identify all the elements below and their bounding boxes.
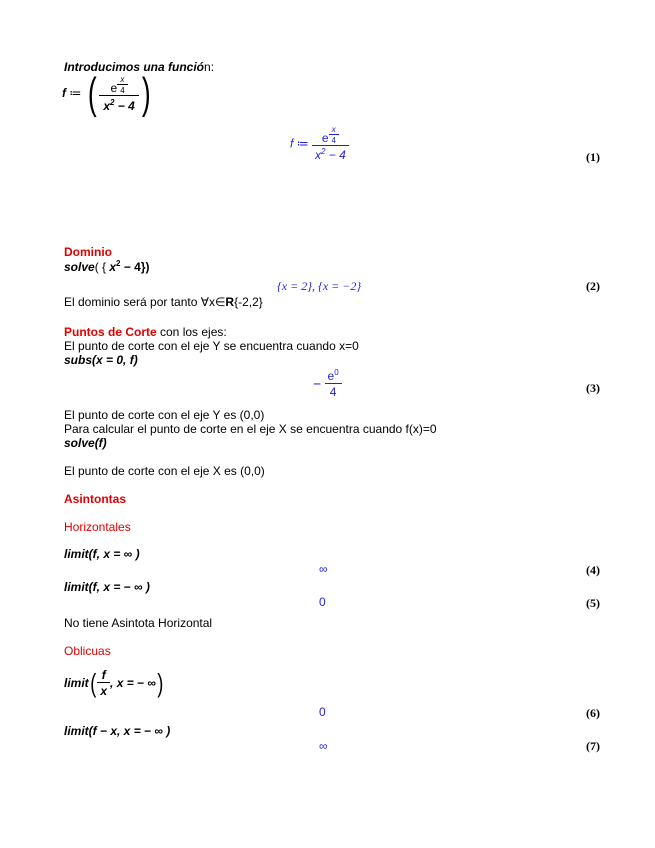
equation-label-5: (5) xyxy=(586,596,600,610)
equation-label-7: (7) xyxy=(586,739,600,753)
equation-label-3: (3) xyxy=(586,381,600,395)
limit-input-3[interactable]: limit( $\frac{f}{x}$ , x = − ∞) xyxy=(64,668,164,698)
equation-label-6: (6) xyxy=(586,706,600,720)
y-intercept-result-text: El punto de corte con el eje Y es (0,0) xyxy=(64,408,265,422)
limit-input-2[interactable]: limit(f, x = − ∞ ) xyxy=(64,580,150,594)
equation-label-1: (1) xyxy=(586,150,600,164)
solve-f-input[interactable]: solve(f) xyxy=(64,436,107,450)
subs-input[interactable]: subs(x = 0, f) xyxy=(64,353,138,367)
output-function-definition: f ≔ e $^{\frac{x}{4}}$ $x^2 - 4$ xyxy=(290,125,349,162)
definition-fraction: e $^{\frac{x}{4}}$ $x^2 - 4$ xyxy=(99,75,139,113)
x-intercept-description: Para calcular el punto de corte en el eje X se encuentra cuando f(x)=0 xyxy=(64,422,437,436)
section-heading-puntos-de-corte: Puntos de Corte con los ejes: xyxy=(64,325,227,339)
solve-domain-result: {x = 2}, {x = −2} xyxy=(277,279,362,293)
solve-domain-input[interactable]: solve( { $x^2 - 4$}) xyxy=(64,259,150,274)
equation-label-4: (4) xyxy=(586,563,600,577)
domain-conclusion: El dominio será por tanto ∀x∈R{-2,2} xyxy=(64,295,263,309)
equation-label-2: (2) xyxy=(586,279,600,293)
limit-input-1[interactable]: limit(f, x = ∞ ) xyxy=(64,547,140,561)
y-intercept-description: El punto de corte con el eje Y se encuentra cuando x=0 xyxy=(64,339,359,353)
subs-result: − $\frac{e^0}{4}$ xyxy=(313,368,342,399)
limit-result-1: ∞ xyxy=(319,562,328,576)
intro-text: Introducimos una función: xyxy=(64,60,215,74)
limit-result-4: ∞ xyxy=(319,739,328,753)
limit-result-3: 0 xyxy=(319,705,326,719)
section-heading-dominio: Dominio xyxy=(64,245,112,259)
subheading-oblicuas: Oblicuas xyxy=(64,644,111,658)
x-intercept-result-text: El punto de corte con el eje X es (0,0) xyxy=(64,464,265,478)
subheading-horizontales: Horizontales xyxy=(64,520,131,534)
limit-input-4[interactable]: limit(f − x, x = − ∞ ) xyxy=(64,724,171,738)
no-horizontal-text: No tiene Asintota Horizontal xyxy=(64,616,213,630)
function-definition-input[interactable]: f ≔ ( e $^{\frac{x}{4}}$ $x^2 - 4$ ) xyxy=(62,69,151,118)
section-heading-asintotas: Asintontas xyxy=(64,492,127,506)
limit-result-2: 0 xyxy=(319,595,326,609)
